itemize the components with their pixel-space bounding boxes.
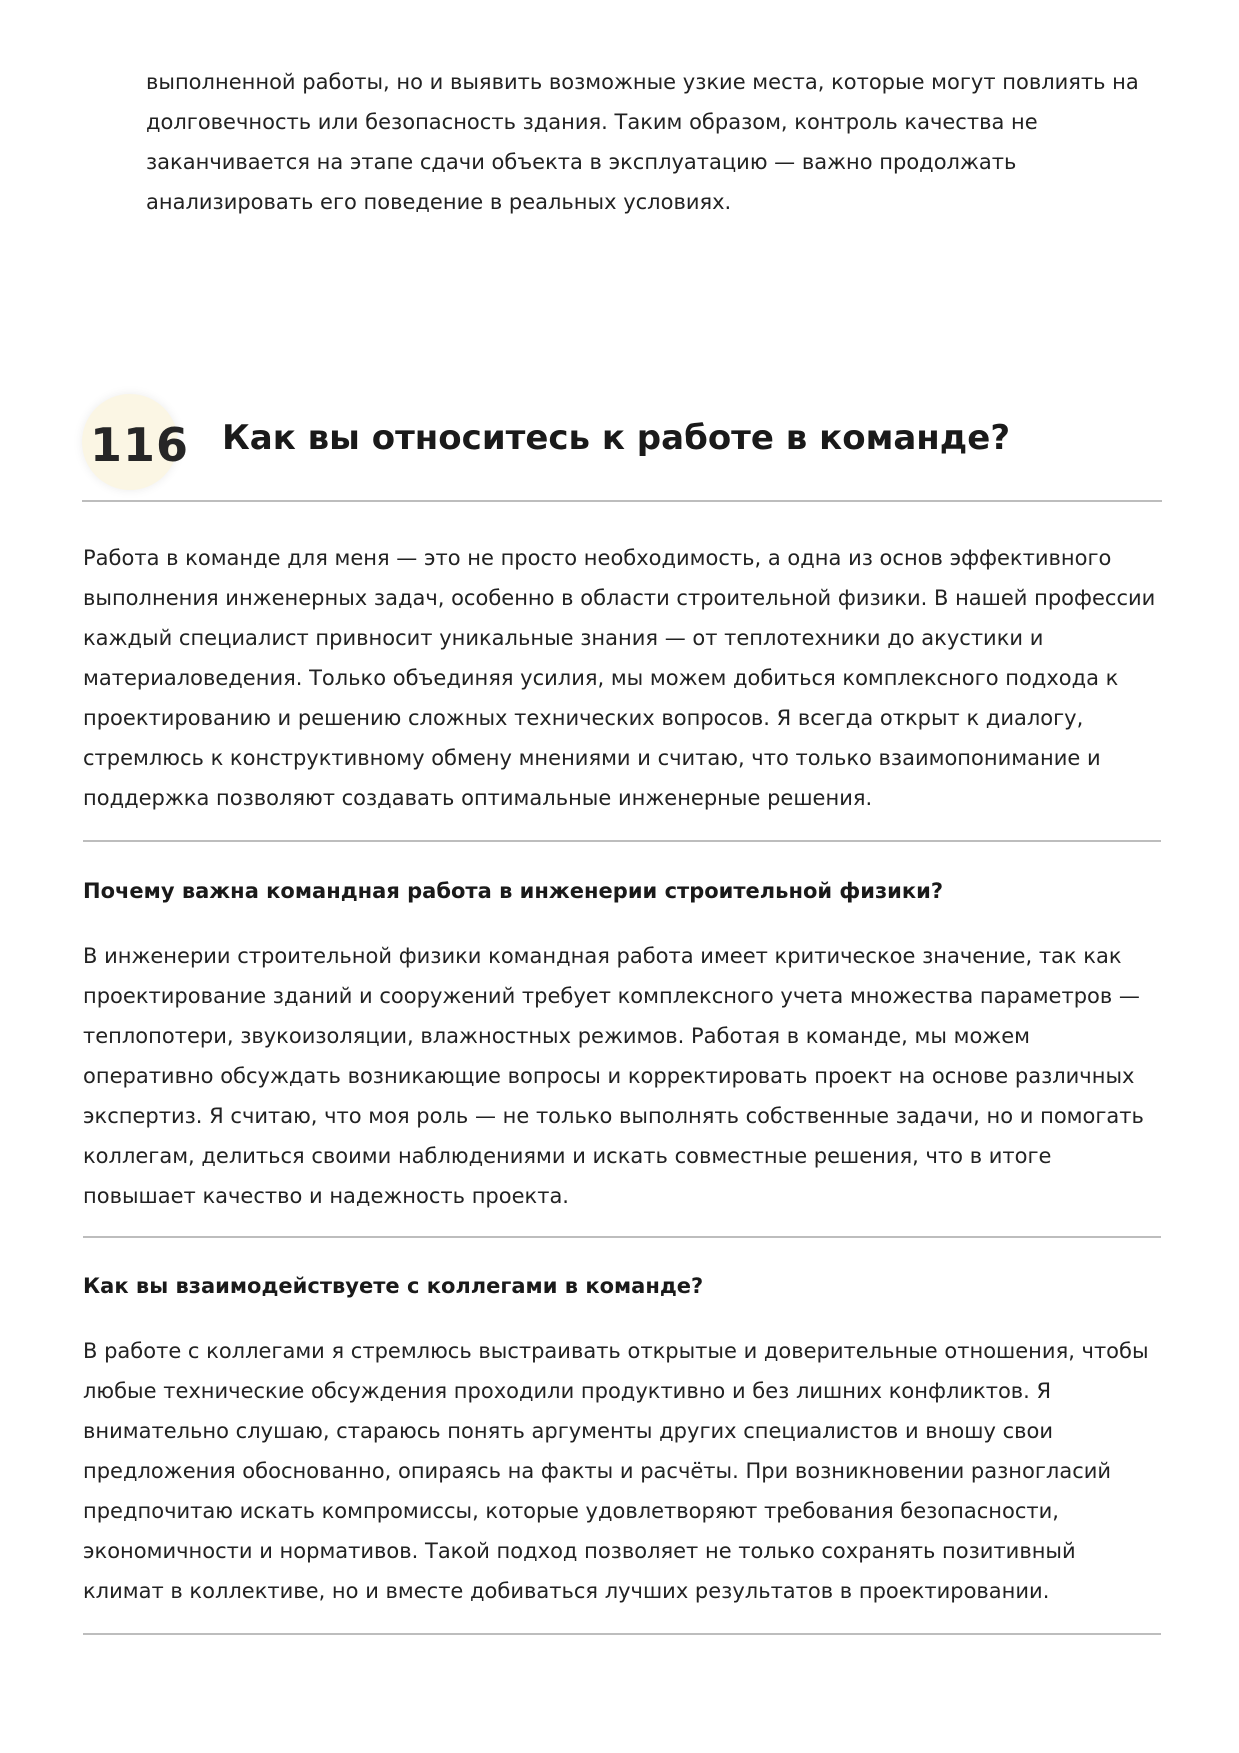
divider (83, 1236, 1161, 1238)
section-heading: Почему важна командная работа в инженерии строительной физики? (83, 879, 944, 903)
intro-paragraph: выполненной работы, но и выявить возможные узкие места, которые могут повлиять на долговечность или безопасность здания. Таким образом, контроль качества не заканчивается на этапе сдачи объекта в эксплуатацию — важно продолжать анализировать его поведение в реальных условиях. (146, 70, 1139, 214)
section-heading: Как вы взаимодействуете с коллегами в команде? (83, 1274, 704, 1298)
section-paragraph: В инженерии строительной физики командная работа имеет критическое значение, так как проектирование зданий и сооружений требует комплексного учета множества параметров — теплопотери, звукоизоляции, влажностных режимов. Работая в команде, мы можем оперативно обсуждать возникающие вопросы и корректировать проект на основе различных экспертиз. Я считаю, что моя роль — не только выполнять собственные задачи, но и помогать коллегам, делиться своими наблюдениями и искать совместные решения, что в итоге повышает качество и надежность проекта. (83, 944, 1144, 1208)
question-header (82, 390, 1162, 502)
question-title: Как вы относитесь к работе в команде? (222, 418, 1011, 458)
divider (83, 1633, 1161, 1635)
answer-paragraph: Работа в команде для меня — это не просто необходимость, а одна из основ эффективного выполнения инженерных задач, особенно в области строительной физики. В нашей профессии каждый специалист привносит уникальные знания — от теплотехники до акустики и материаловедения. Только объединяя усилия, мы можем добиться комплексного подхода к проектированию и решению сложных технических вопросов. Я всегда открыт к диалогу, стремлюсь к конструктивному обмену мнениями и считаю, что только взаимопонимание и поддержка позволяют создавать оптимальные инженерные решения. (83, 546, 1156, 810)
question-number: 116 (90, 418, 190, 472)
section-paragraph: В работе с коллегами я стремлюсь выстраивать открытые и доверительные отношения, чтобы любые технические обсуждения проходили продуктивно и без лишних конфликтов. Я внимательно слушаю, стараюсь понять аргументы других специалистов и вношу свои предложения обоснованно, опираясь на факты и расчёты. При возникновении разногласий предпочитаю искать компромиссы, которые удовлетворяют требования безопасности, экономичности и нормативов. Такой подход позволяет не только сохранять позитивный климат в коллективе, но и вместе добиваться лучших результатов в проектировании. (83, 1339, 1149, 1603)
question-number-badge (82, 394, 190, 490)
divider (83, 840, 1161, 842)
